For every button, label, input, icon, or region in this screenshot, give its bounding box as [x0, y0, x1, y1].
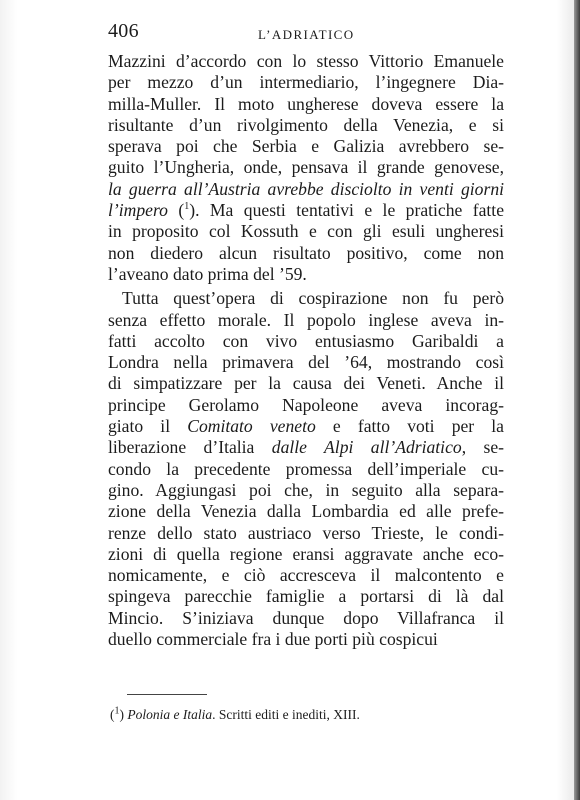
italic-text: la guerra all’Austria avrebbe disciolto in venti giorni: [108, 178, 504, 199]
text-segment: ). Ma questi tentativi e le pratiche fatte: [189, 200, 505, 221]
text-line: [108, 395, 504, 416]
page-number: 406: [108, 20, 139, 42]
paragraph: [108, 288, 504, 650]
text-segment: in proposito col Kossuth e con gli esuli ungheresi: [108, 221, 504, 242]
text-segment: liberazione d’Italia: [108, 437, 272, 458]
text-line: [108, 221, 504, 242]
text-segment: (: [167, 200, 185, 221]
text-segment: milla-Muller. Il moto ungherese doveva essere la: [108, 93, 504, 114]
text-segment: condo la precedente promessa dell’imperiale cu-: [108, 458, 504, 479]
text-line: [108, 608, 504, 629]
text-line: [108, 629, 504, 650]
footnote: [110, 706, 510, 724]
text-line: [108, 200, 504, 221]
text-segment: guito l’Ungheria, onde, pensava il grande genovese,: [108, 157, 504, 178]
footnote-marker-close: ): [119, 707, 128, 722]
text-segment: Tutta quest’opera di cospirazione non fu però: [122, 288, 504, 309]
text-segment: non diedero alcun risultato positivo, come non: [108, 242, 504, 263]
running-head: [108, 20, 498, 46]
text-line: [108, 288, 504, 309]
text-line: [108, 136, 504, 157]
body-text: [108, 51, 504, 650]
text-line: [108, 243, 504, 264]
text-line: [108, 179, 504, 200]
footnote-rule: [127, 694, 207, 695]
text-line: [108, 310, 504, 331]
running-title: L’ADRIATICO: [258, 27, 355, 42]
text-line: [108, 331, 504, 352]
text-line: [108, 157, 504, 178]
text-segment: duello commerciale fra i due porti più cospicui: [108, 629, 438, 650]
text-line: [108, 115, 504, 136]
text-segment: spingeva parecchie famiglie a portarsi di là dal: [108, 586, 504, 607]
italic-text: l’impero: [108, 200, 168, 221]
italic-text: dalle Alpi all’Adriatico: [271, 437, 462, 458]
italic-text: Comitato veneto: [187, 416, 316, 437]
text-segment: Mazzini d’accordo con lo stesso Vittorio Emanuele: [108, 51, 504, 71]
text-line: [108, 544, 504, 565]
text-segment: zioni di quella regione eransi aggravate anche eco-: [108, 543, 504, 564]
text-segment: nomicamente, e ciò accresceva il malcontento e: [108, 565, 504, 586]
text-segment: per mezzo d’un intermediario, l’ingegnere Dia-: [108, 72, 504, 93]
text-segment: di simpatizzare per la causa dei Veneti. Anche il: [108, 373, 504, 394]
footnote-marker-open: (: [110, 707, 115, 722]
text-segment: sperava poi che Serbia e Galizia avrebbero se-: [108, 136, 504, 157]
text-line: [108, 480, 504, 501]
text-line: [108, 501, 504, 522]
text-line: [108, 565, 504, 586]
paragraph: [108, 51, 504, 285]
footnote-text: . Scritti editi e inediti, XIII.: [212, 707, 360, 722]
text-line: [108, 373, 504, 394]
text-line: [108, 437, 504, 458]
text-segment: fatti accolto con vivo entusiasmo Garibaldi a: [108, 330, 504, 351]
footnote-marker: 1: [114, 705, 120, 717]
text-segment: Londra nella primavera del ’64, mostrando così: [108, 352, 504, 373]
text-line: [108, 459, 504, 480]
text-line: [108, 523, 504, 544]
text-segment: l’aveano dato prima del ’59.: [108, 263, 307, 284]
text-segment: principe Gerolamo Napoleone aveva incorag-: [108, 394, 504, 415]
text-segment: gino. Aggiungasi poi che, in seguito alla separa-: [108, 479, 504, 500]
text-segment: risultante d’un rivolgimento della Venezia, e si: [108, 114, 504, 135]
text-line: [108, 352, 504, 373]
text-line: [108, 416, 504, 437]
text-segment: Mincio. S’iniziava dunque dopo Villafranca il: [108, 607, 504, 628]
text-segment: giato il: [108, 416, 188, 437]
text-line: [108, 72, 504, 93]
text-segment: , se-: [461, 437, 505, 458]
text-segment: senza effetto morale. Il popolo inglese aveva in-: [108, 309, 504, 330]
text-segment: renze dello stato austriaco verso Trieste, le condi-: [108, 522, 504, 543]
text-line: [108, 51, 504, 72]
text-line: [108, 264, 504, 285]
book-spine-shadow: [574, 0, 580, 800]
footnote-ref: 1: [184, 201, 190, 213]
text-segment: e fatto voti per la: [315, 416, 504, 437]
text-segment: zione della Venezia dalla Lombardia ed alle prefe-: [108, 501, 504, 522]
text-line: [108, 586, 504, 607]
footnote-source-title: Polonia e Italia: [127, 707, 213, 722]
text-line: [108, 94, 504, 115]
